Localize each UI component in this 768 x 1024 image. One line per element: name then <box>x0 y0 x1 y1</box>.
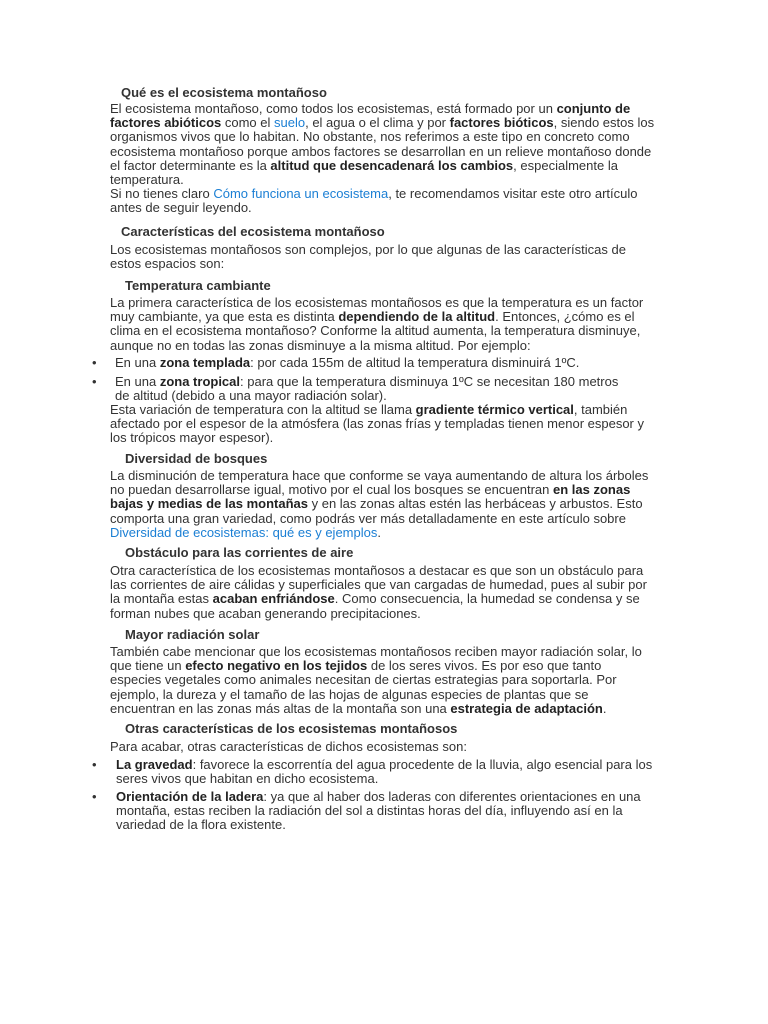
bold-text: Orientación de la ladera <box>116 789 264 804</box>
text: y en las zonas altas estén las herbáceas y arbustos. Esto comporta una gran variedad, como podrás ver más detalladamente en este artículo sobre <box>110 496 643 526</box>
bold-text: acaban enfriándose <box>212 591 335 607</box>
bold-text: altitud que desencadenará los cambios <box>270 157 514 173</box>
paragraph-temperatura <box>110 296 655 353</box>
paragraph-gradiente <box>110 403 655 446</box>
text: . <box>602 700 607 716</box>
list-item-text <box>115 356 655 370</box>
bold-text: efecto negativo en los tejidos <box>185 658 368 674</box>
bold-text: en las zonas bajas y medias de las montañas <box>110 482 631 512</box>
list-item-text <box>116 790 656 833</box>
paragraph-intro <box>110 102 655 187</box>
link-diversidad-ecosistemas[interactable]: Diversidad de ecosistemas: qué es y ejemplos <box>110 524 378 540</box>
text: : para que la temperatura disminuya 1ºC se necesitan 180 metros de altitud (debido a una mayor radiación solar). <box>115 374 619 404</box>
link-suelo[interactable]: suelo <box>274 115 306 131</box>
text: En una <box>115 374 160 389</box>
heading-temperatura: Temperatura cambiante <box>125 278 271 293</box>
paragraph-caracteristicas: Los ecosistemas montañosos son complejos, por lo que algunas de las características de estos espacios son: <box>110 242 626 272</box>
heading-diversidad: Diversidad de bosques <box>125 451 268 466</box>
text: . Como consecuencia, la humedad se condensa y se forman nubes que acaban generando precipitaciones. <box>110 591 640 621</box>
text: Otra característica de los ecosistemas montañosos a destacar es que son un obstáculo para las corrientes de aire cálidas y superficiales que van cargadas de humedad, pues al subir por la montaña estas <box>110 563 647 607</box>
text: En una <box>115 355 160 370</box>
bold-text: gradiente térmico vertical <box>415 402 574 417</box>
text: : por cada 155m de altitud la temperatura disminuirá 1ºC. <box>250 355 580 370</box>
bold-text: La gravedad <box>116 757 193 772</box>
bold-text: dependiendo de la altitud <box>338 309 496 325</box>
text: : ya que al haber dos laderas con diferentes orientaciones en una montaña, estas reciben la radiación del sol a distintas horas del día, influyendo así en la variedad de la flora existente. <box>116 789 641 833</box>
bold-text: zona tropical <box>159 374 241 389</box>
paragraph-radiacion <box>110 645 655 716</box>
bold-text: conjunto de factores abióticos <box>110 101 631 131</box>
text: . <box>377 524 381 540</box>
heading-que-es: Qué es el ecosistema montañoso <box>121 85 327 100</box>
text: , te recomendamos visitar este otro artículo antes de seguir leyendo. <box>110 186 638 216</box>
link-como-funciona[interactable]: Cómo funciona un ecosistema <box>213 186 389 201</box>
text: , siendo estos los organismos vivos que lo habitan. No obstante, nos referimos a este tipo en concreto como ecosistema montañoso porque ambos factores se desarrollan en un relieve montañoso donde el factor determinante es la <box>110 115 655 173</box>
text: : favorece la escorrentía del agua procedente de la lluvia, algo esencial para los seres vivos que habitan en dicho ecosistema. <box>116 757 653 787</box>
text: Si no tienes claro <box>110 186 214 201</box>
text: , especialmente la temperatura. <box>110 157 618 188</box>
bullet-icon: • <box>92 374 97 389</box>
bullet-icon: • <box>92 757 97 772</box>
heading-radiacion: Mayor radiación solar <box>125 627 260 642</box>
list-item-text <box>116 758 656 786</box>
paragraph-otras: Para acabar, otras características de dichos ecosistemas son: <box>110 739 467 754</box>
text: como el <box>221 115 275 131</box>
paragraph-link-ecosistema <box>110 187 655 215</box>
bold-text: estrategia de adaptación <box>450 700 603 716</box>
text: La disminución de temperatura hace que conforme se vaya aumentando de altura los árboles no puedan desarrollarse igual, motivo por el cual los bosques se encuentran <box>110 468 649 498</box>
text: También cabe mencionar que los ecosistemas montañosos reciben mayor radiación solar, lo que tiene un <box>110 644 642 674</box>
bullet-icon: • <box>92 355 97 370</box>
heading-obstaculo: Obstáculo para las corrientes de aire <box>125 545 354 560</box>
text: La primera característica de los ecosistemas montañosos es que la temperatura es un factor muy cambiante, ya que esta es distinta <box>110 295 644 325</box>
text: , también afectado por el espesor de la atmósfera (las zonas frías y templadas tienen menor espesor y los trópicos mayor espesor). <box>110 402 645 446</box>
text: . Entonces, ¿cómo es el clima en el ecosistema montañoso? Conforme la altitud aumenta, la temperatura disminuye, aunque no en todas las zonas disminuye a la misma altitud. Por ejemplo: <box>110 309 641 353</box>
paragraph-diversidad <box>110 469 655 540</box>
heading-caracteristicas: Características del ecosistema montañoso <box>121 224 385 239</box>
text: Esta variación de temperatura con la altitud se llama <box>110 402 416 417</box>
bullet-icon: • <box>92 789 97 804</box>
text: de los seres vivos. Es por eso que tanto especies vegetales como animales necesitan de ciertas estrategias para soportarla. Por ejemplo, la dureza y el tamaño de las hojas de algunas especies de plantas que se encuentran en las zonas más altas de la montaña son una <box>110 658 617 716</box>
text: El ecosistema montañoso, como todos los ecosistemas, está formado por un <box>110 101 557 116</box>
bold-text: factores bióticos <box>449 115 554 131</box>
list-item-text <box>115 375 635 403</box>
heading-otras: Otras características de los ecosistemas montañosos <box>125 721 458 736</box>
bold-text: zona templada <box>159 355 251 370</box>
text: , el agua o el clima y por <box>305 115 450 131</box>
paragraph-obstaculo <box>110 564 655 621</box>
